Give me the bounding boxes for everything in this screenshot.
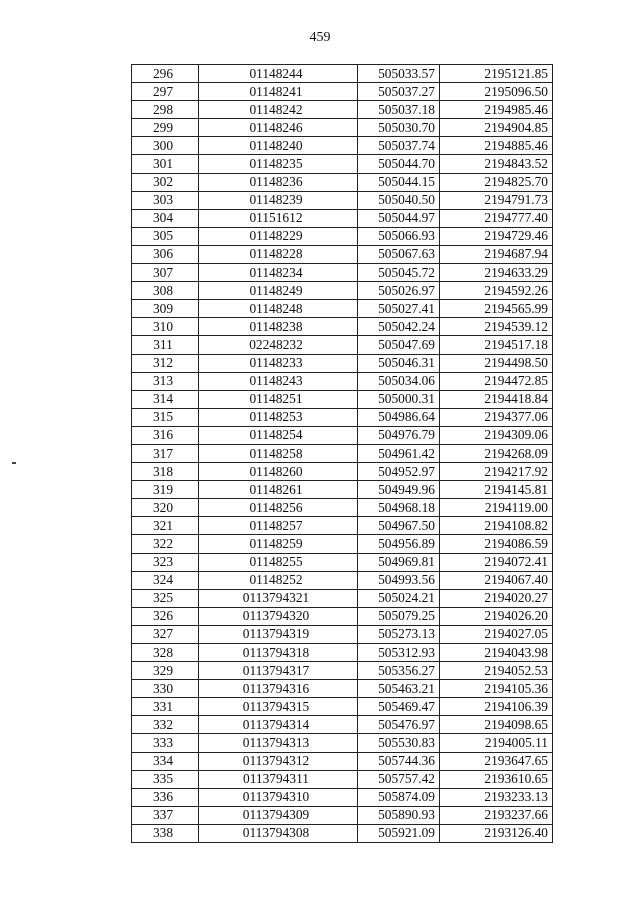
row-number-cell: 324 bbox=[132, 571, 199, 589]
table-row bbox=[132, 390, 553, 408]
y-coordinate-cell: 2194687.94 bbox=[440, 245, 553, 263]
row-number-cell: 298 bbox=[132, 101, 199, 119]
point-id-cell: 0113794319 bbox=[199, 625, 358, 643]
point-id-cell: 0113794316 bbox=[199, 680, 358, 698]
x-coordinate-cell: 505874.09 bbox=[358, 788, 440, 806]
row-number-cell: 323 bbox=[132, 553, 199, 571]
x-coordinate-cell: 505030.70 bbox=[358, 119, 440, 137]
y-coordinate-cell: 2194517.18 bbox=[440, 336, 553, 354]
point-id-cell: 0113794315 bbox=[199, 698, 358, 716]
x-coordinate-cell: 504986.64 bbox=[358, 408, 440, 426]
point-id-cell: 0113794312 bbox=[199, 752, 358, 770]
table-row bbox=[132, 644, 553, 662]
row-number-cell: 331 bbox=[132, 698, 199, 716]
table-row bbox=[132, 173, 553, 191]
y-coordinate-cell: 2194791.73 bbox=[440, 191, 553, 209]
y-coordinate-cell: 2194119.00 bbox=[440, 499, 553, 517]
coordinates-table bbox=[131, 64, 553, 843]
x-coordinate-cell: 505744.36 bbox=[358, 752, 440, 770]
table-row bbox=[132, 806, 553, 824]
row-number-cell: 332 bbox=[132, 716, 199, 734]
row-number-cell: 319 bbox=[132, 481, 199, 499]
table-row bbox=[132, 535, 553, 553]
row-number-cell: 302 bbox=[132, 173, 199, 191]
y-coordinate-cell: 2194106.39 bbox=[440, 698, 553, 716]
y-coordinate-cell: 2194777.40 bbox=[440, 209, 553, 227]
table-row bbox=[132, 553, 553, 571]
point-id-cell: 01148256 bbox=[199, 499, 358, 517]
x-coordinate-cell: 505034.06 bbox=[358, 372, 440, 390]
row-number-cell: 306 bbox=[132, 245, 199, 263]
point-id-cell: 01148236 bbox=[199, 173, 358, 191]
row-number-cell: 303 bbox=[132, 191, 199, 209]
row-number-cell: 314 bbox=[132, 390, 199, 408]
table-row bbox=[132, 752, 553, 770]
table-row bbox=[132, 662, 553, 680]
point-id-cell: 0113794310 bbox=[199, 788, 358, 806]
x-coordinate-cell: 505469.47 bbox=[358, 698, 440, 716]
point-id-cell: 01148233 bbox=[199, 354, 358, 372]
x-coordinate-cell: 504961.42 bbox=[358, 444, 440, 462]
table-row bbox=[132, 101, 553, 119]
table-row bbox=[132, 770, 553, 788]
point-id-cell: 0113794318 bbox=[199, 644, 358, 662]
x-coordinate-cell: 505476.97 bbox=[358, 716, 440, 734]
x-coordinate-cell: 504952.97 bbox=[358, 463, 440, 481]
row-number-cell: 328 bbox=[132, 644, 199, 662]
point-id-cell: 0113794321 bbox=[199, 589, 358, 607]
row-number-cell: 321 bbox=[132, 517, 199, 535]
point-id-cell: 01148246 bbox=[199, 119, 358, 137]
row-number-cell: 311 bbox=[132, 336, 199, 354]
row-number-cell: 338 bbox=[132, 824, 199, 842]
x-coordinate-cell: 505037.74 bbox=[358, 137, 440, 155]
y-coordinate-cell: 2194565.99 bbox=[440, 300, 553, 318]
point-id-cell: 01148251 bbox=[199, 390, 358, 408]
table-row bbox=[132, 698, 553, 716]
table-row bbox=[132, 282, 553, 300]
y-coordinate-cell: 2194633.29 bbox=[440, 264, 553, 282]
x-coordinate-cell: 505921.09 bbox=[358, 824, 440, 842]
table-row bbox=[132, 65, 553, 83]
row-number-cell: 313 bbox=[132, 372, 199, 390]
y-coordinate-cell: 2194418.84 bbox=[440, 390, 553, 408]
row-number-cell: 325 bbox=[132, 589, 199, 607]
table-row bbox=[132, 444, 553, 462]
point-id-cell: 01148259 bbox=[199, 535, 358, 553]
row-number-cell: 317 bbox=[132, 444, 199, 462]
y-coordinate-cell: 2194026.20 bbox=[440, 607, 553, 625]
x-coordinate-cell: 505040.50 bbox=[358, 191, 440, 209]
x-coordinate-cell: 504967.50 bbox=[358, 517, 440, 535]
table-row bbox=[132, 264, 553, 282]
row-number-cell: 334 bbox=[132, 752, 199, 770]
table-row bbox=[132, 191, 553, 209]
y-coordinate-cell: 2194043.98 bbox=[440, 644, 553, 662]
table-row bbox=[132, 607, 553, 625]
y-coordinate-cell: 2194052.53 bbox=[440, 662, 553, 680]
table-row bbox=[132, 227, 553, 245]
point-id-cell: 0113794317 bbox=[199, 662, 358, 680]
y-coordinate-cell: 2194027.05 bbox=[440, 625, 553, 643]
y-coordinate-cell: 2194217.92 bbox=[440, 463, 553, 481]
y-coordinate-cell: 2194472.85 bbox=[440, 372, 553, 390]
y-coordinate-cell: 2194309.06 bbox=[440, 426, 553, 444]
point-id-cell: 0113794314 bbox=[199, 716, 358, 734]
y-coordinate-cell: 2194105.36 bbox=[440, 680, 553, 698]
row-number-cell: 337 bbox=[132, 806, 199, 824]
row-number-cell: 308 bbox=[132, 282, 199, 300]
table-row bbox=[132, 155, 553, 173]
y-coordinate-cell: 2194985.46 bbox=[440, 101, 553, 119]
point-id-cell: 01148252 bbox=[199, 571, 358, 589]
y-coordinate-cell: 2194539.12 bbox=[440, 318, 553, 336]
x-coordinate-cell: 504969.81 bbox=[358, 553, 440, 571]
coordinates-table-body bbox=[132, 65, 553, 843]
point-id-cell: 01148238 bbox=[199, 318, 358, 336]
x-coordinate-cell: 505045.72 bbox=[358, 264, 440, 282]
x-coordinate-cell: 504949.96 bbox=[358, 481, 440, 499]
point-id-cell: 01148234 bbox=[199, 264, 358, 282]
point-id-cell: 01148258 bbox=[199, 444, 358, 462]
y-coordinate-cell: 2193610.65 bbox=[440, 770, 553, 788]
row-number-cell: 318 bbox=[132, 463, 199, 481]
y-coordinate-cell: 2194268.09 bbox=[440, 444, 553, 462]
y-coordinate-cell: 2194729.46 bbox=[440, 227, 553, 245]
y-coordinate-cell: 2193647.65 bbox=[440, 752, 553, 770]
page-number: 459 bbox=[309, 30, 331, 45]
point-id-cell: 01148260 bbox=[199, 463, 358, 481]
table-row bbox=[132, 209, 553, 227]
x-coordinate-cell: 505042.24 bbox=[358, 318, 440, 336]
point-id-cell: 0113794308 bbox=[199, 824, 358, 842]
row-number-cell: 333 bbox=[132, 734, 199, 752]
point-id-cell: 01148257 bbox=[199, 517, 358, 535]
x-coordinate-cell: 505044.15 bbox=[358, 173, 440, 191]
table-row bbox=[132, 716, 553, 734]
point-id-cell: 01148229 bbox=[199, 227, 358, 245]
table-row bbox=[132, 83, 553, 101]
y-coordinate-cell: 2194145.81 bbox=[440, 481, 553, 499]
x-coordinate-cell: 505312.93 bbox=[358, 644, 440, 662]
x-coordinate-cell: 505356.27 bbox=[358, 662, 440, 680]
y-coordinate-cell: 2194592.26 bbox=[440, 282, 553, 300]
y-coordinate-cell: 2194885.46 bbox=[440, 137, 553, 155]
table-row bbox=[132, 734, 553, 752]
point-id-cell: 01148242 bbox=[199, 101, 358, 119]
table-row bbox=[132, 481, 553, 499]
x-coordinate-cell: 504993.56 bbox=[358, 571, 440, 589]
y-coordinate-cell: 2194072.41 bbox=[440, 553, 553, 571]
point-id-cell: 01148253 bbox=[199, 408, 358, 426]
point-id-cell: 01148244 bbox=[199, 65, 358, 83]
table-row bbox=[132, 245, 553, 263]
x-coordinate-cell: 505890.93 bbox=[358, 806, 440, 824]
y-coordinate-cell: 2194020.27 bbox=[440, 589, 553, 607]
y-coordinate-cell: 2194005.11 bbox=[440, 734, 553, 752]
y-coordinate-cell: 2194825.70 bbox=[440, 173, 553, 191]
table-row bbox=[132, 680, 553, 698]
x-coordinate-cell: 505047.69 bbox=[358, 336, 440, 354]
row-number-cell: 330 bbox=[132, 680, 199, 698]
x-coordinate-cell: 505044.70 bbox=[358, 155, 440, 173]
x-coordinate-cell: 505024.21 bbox=[358, 589, 440, 607]
point-id-cell: 01148228 bbox=[199, 245, 358, 263]
row-number-cell: 299 bbox=[132, 119, 199, 137]
point-id-cell: 0113794313 bbox=[199, 734, 358, 752]
point-id-cell: 01148248 bbox=[199, 300, 358, 318]
point-id-cell: 01148241 bbox=[199, 83, 358, 101]
x-coordinate-cell: 505046.31 bbox=[358, 354, 440, 372]
y-coordinate-cell: 2193233.13 bbox=[440, 788, 553, 806]
y-coordinate-cell: 2194108.82 bbox=[440, 517, 553, 535]
table-row bbox=[132, 463, 553, 481]
row-number-cell: 300 bbox=[132, 137, 199, 155]
row-number-cell: 304 bbox=[132, 209, 199, 227]
point-id-cell: 01148240 bbox=[199, 137, 358, 155]
point-id-cell: 0113794309 bbox=[199, 806, 358, 824]
row-number-cell: 316 bbox=[132, 426, 199, 444]
table-row bbox=[132, 788, 553, 806]
x-coordinate-cell: 505037.18 bbox=[358, 101, 440, 119]
y-coordinate-cell: 2195096.50 bbox=[440, 83, 553, 101]
row-number-cell: 329 bbox=[132, 662, 199, 680]
scan-artifact-mark bbox=[12, 462, 16, 464]
x-coordinate-cell: 505273.13 bbox=[358, 625, 440, 643]
table-row bbox=[132, 300, 553, 318]
x-coordinate-cell: 505037.27 bbox=[358, 83, 440, 101]
row-number-cell: 305 bbox=[132, 227, 199, 245]
table-row bbox=[132, 589, 553, 607]
table-row bbox=[132, 517, 553, 535]
point-id-cell: 01148261 bbox=[199, 481, 358, 499]
row-number-cell: 322 bbox=[132, 535, 199, 553]
row-number-cell: 320 bbox=[132, 499, 199, 517]
y-coordinate-cell: 2194377.06 bbox=[440, 408, 553, 426]
point-id-cell: 01148254 bbox=[199, 426, 358, 444]
row-number-cell: 312 bbox=[132, 354, 199, 372]
x-coordinate-cell: 505044.97 bbox=[358, 209, 440, 227]
x-coordinate-cell: 505027.41 bbox=[358, 300, 440, 318]
row-number-cell: 297 bbox=[132, 83, 199, 101]
row-number-cell: 309 bbox=[132, 300, 199, 318]
table-row bbox=[132, 571, 553, 589]
y-coordinate-cell: 2194904.85 bbox=[440, 119, 553, 137]
x-coordinate-cell: 505463.21 bbox=[358, 680, 440, 698]
x-coordinate-cell: 505757.42 bbox=[358, 770, 440, 788]
row-number-cell: 310 bbox=[132, 318, 199, 336]
point-id-cell: 01148235 bbox=[199, 155, 358, 173]
x-coordinate-cell: 505033.57 bbox=[358, 65, 440, 83]
row-number-cell: 335 bbox=[132, 770, 199, 788]
x-coordinate-cell: 504976.79 bbox=[358, 426, 440, 444]
table-row bbox=[132, 137, 553, 155]
y-coordinate-cell: 2194067.40 bbox=[440, 571, 553, 589]
x-coordinate-cell: 505026.97 bbox=[358, 282, 440, 300]
x-coordinate-cell: 505530.83 bbox=[358, 734, 440, 752]
table-row bbox=[132, 824, 553, 842]
point-id-cell: 01151612 bbox=[199, 209, 358, 227]
point-id-cell: 02248232 bbox=[199, 336, 358, 354]
table-row bbox=[132, 336, 553, 354]
table-row bbox=[132, 372, 553, 390]
row-number-cell: 296 bbox=[132, 65, 199, 83]
table-row bbox=[132, 408, 553, 426]
x-coordinate-cell: 505067.63 bbox=[358, 245, 440, 263]
point-id-cell: 0113794311 bbox=[199, 770, 358, 788]
point-id-cell: 01148243 bbox=[199, 372, 358, 390]
point-id-cell: 0113794320 bbox=[199, 607, 358, 625]
x-coordinate-cell: 505066.93 bbox=[358, 227, 440, 245]
x-coordinate-cell: 504968.18 bbox=[358, 499, 440, 517]
table-row bbox=[132, 625, 553, 643]
y-coordinate-cell: 2195121.85 bbox=[440, 65, 553, 83]
table-row bbox=[132, 119, 553, 137]
y-coordinate-cell: 2193126.40 bbox=[440, 824, 553, 842]
row-number-cell: 327 bbox=[132, 625, 199, 643]
x-coordinate-cell: 505000.31 bbox=[358, 390, 440, 408]
y-coordinate-cell: 2194498.50 bbox=[440, 354, 553, 372]
table-row bbox=[132, 499, 553, 517]
y-coordinate-cell: 2193237.66 bbox=[440, 806, 553, 824]
table-row bbox=[132, 318, 553, 336]
y-coordinate-cell: 2194086.59 bbox=[440, 535, 553, 553]
y-coordinate-cell: 2194098.65 bbox=[440, 716, 553, 734]
row-number-cell: 307 bbox=[132, 264, 199, 282]
x-coordinate-cell: 504956.89 bbox=[358, 535, 440, 553]
x-coordinate-cell: 505079.25 bbox=[358, 607, 440, 625]
table-row bbox=[132, 354, 553, 372]
row-number-cell: 326 bbox=[132, 607, 199, 625]
row-number-cell: 315 bbox=[132, 408, 199, 426]
y-coordinate-cell: 2194843.52 bbox=[440, 155, 553, 173]
row-number-cell: 301 bbox=[132, 155, 199, 173]
point-id-cell: 01148239 bbox=[199, 191, 358, 209]
row-number-cell: 336 bbox=[132, 788, 199, 806]
table-row bbox=[132, 426, 553, 444]
point-id-cell: 01148255 bbox=[199, 553, 358, 571]
point-id-cell: 01148249 bbox=[199, 282, 358, 300]
